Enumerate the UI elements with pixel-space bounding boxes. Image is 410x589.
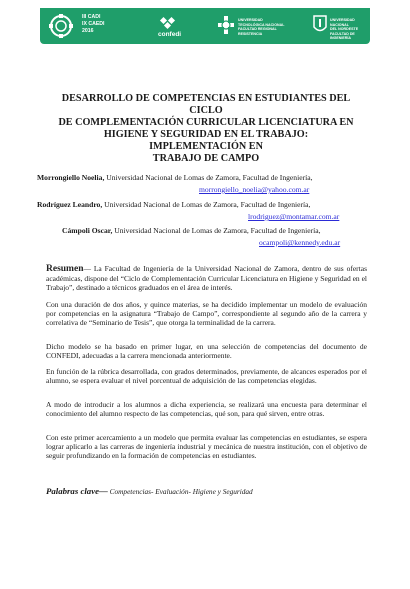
author-affiliation: Universidad Nacional de Lomas de Zamora, Facultad de Ingeniería, <box>112 226 321 235</box>
author-name: Rodríguez Leandro, <box>37 200 103 209</box>
author-affiliation: Universidad Nacional de Lomas de Zamora, Facultad de Ingeniería, <box>104 173 313 182</box>
cadi-logo-icon <box>48 14 74 38</box>
unne-line: INGENIERÍA <box>330 36 351 41</box>
abstract-paragraph: Dicho modelo se ha basado en primer lugar, en una selección de competencias del documento de CONFEDI, adecuadas a la carrera mencionada anteriormente. <box>46 342 367 361</box>
keywords-heading: Palabras clave— <box>46 486 108 496</box>
confedi-label: confedi <box>158 31 182 38</box>
abstract-paragraph: A modo de introducir a los alumnos a dicha experiencia, se realizará una encuesta para determinar el conocimiento del alumno respecto de las competencias, qué son, para qué sirven, entre otras. <box>46 400 367 419</box>
author-email[interactable]: lrodriguez@montamar.com.ar <box>248 212 340 221</box>
unne-line: FACULTAD DE <box>330 31 355 36</box>
cadi-line: IX CAEDI <box>82 21 105 27</box>
utn-line: RESISTENCIA <box>238 31 263 36</box>
author-name: Morrongiello Noelia, <box>37 173 105 182</box>
keywords <box>46 486 376 497</box>
abstract-paragraph: Con este primer acercamiento a un modelo que permita evaluar las competencias en estudiantes, se espera lograr aplicarlo a las carreras de ingeniería industrial y mecánica de nuestra institución, con el objetivo de seguir profundizando en la formación de competencias en estudiantes. <box>46 433 367 461</box>
utn-line: UNIVERSIDAD <box>238 18 263 22</box>
unne-line: DEL NORDESTE <box>330 27 359 32</box>
unne-label <box>330 18 370 41</box>
cadi-line: 2016 <box>82 28 94 34</box>
keywords-text: Competencias- Evaluación- Higiene y Seguridad <box>107 487 253 496</box>
title-line: DESARROLLO DE COMPETENCIAS EN ESTUDIANTES DEL CICLO <box>61 93 351 116</box>
author-1 <box>37 173 312 183</box>
abstract-paragraph <box>46 264 367 292</box>
author-affiliation: Universidad Nacional de Lomas de Zamora, Facultad de Ingeniería, <box>102 200 311 209</box>
title-line: TRABAJO DE CAMPO <box>152 153 260 164</box>
utn-logo-icon <box>218 16 234 34</box>
author-email[interactable]: ocampoli@kennedy.edu.ar <box>259 238 341 247</box>
utn-label <box>238 18 308 36</box>
utn-line: TECNOLÓGICA NACIONAL <box>238 22 285 27</box>
author-name: Cámpoli Oscar, <box>62 226 113 235</box>
unne-logo-icon <box>313 15 327 35</box>
author-3 <box>62 226 320 236</box>
cadi-label <box>82 14 134 35</box>
author-2 <box>37 200 310 210</box>
utn-line: FACULTAD REGIONAL <box>238 27 277 32</box>
abstract-paragraph: En función de la rúbrica desarrollada, con grados determinados, previamente, de alcances esperados por el alumno, se espera evaluar el nivel porcentual de adquisición de las competencias elegidas. <box>46 367 367 386</box>
cadi-line: III CADI <box>82 14 101 20</box>
title-line: DE COMPLEMENTACIÓN CURRICULAR LICENCIATURA EN <box>58 117 354 128</box>
title-line: HIGIENE Y SEGURIDAD EN EL TRABAJO: IMPLEMENTACIÓN EN <box>103 129 309 152</box>
paper-title <box>56 93 356 165</box>
unne-line: UNIVERSIDAD NACIONAL <box>330 18 355 27</box>
abstract-text: — La Facultad de Ingeniería de la Universidad Nacional de Zamora, dentro de sus ofertas académicas, dispone del “Ciclo de Complementación Curricular Licenciatura en Higiene y Seguridad en el Trabajo”, destinado a técnicos graduados en el área de interés. <box>46 264 367 293</box>
abstract-paragraph: Con una duración de dos años, y quince materias, se ha decidido implementar un modelo de evaluación por competencias en la asignatura “Trabajo de Campo”, correspondiente al segundo año de la carrera y correlativa de “Seminario de Tesis”, que otorga la terminalidad de la carrera. <box>46 300 367 328</box>
conference-banner <box>40 8 370 44</box>
abstract-heading: Resumen <box>46 264 84 274</box>
author-email[interactable]: morrongiello_noelia@yahoo.com.ar <box>199 185 310 194</box>
